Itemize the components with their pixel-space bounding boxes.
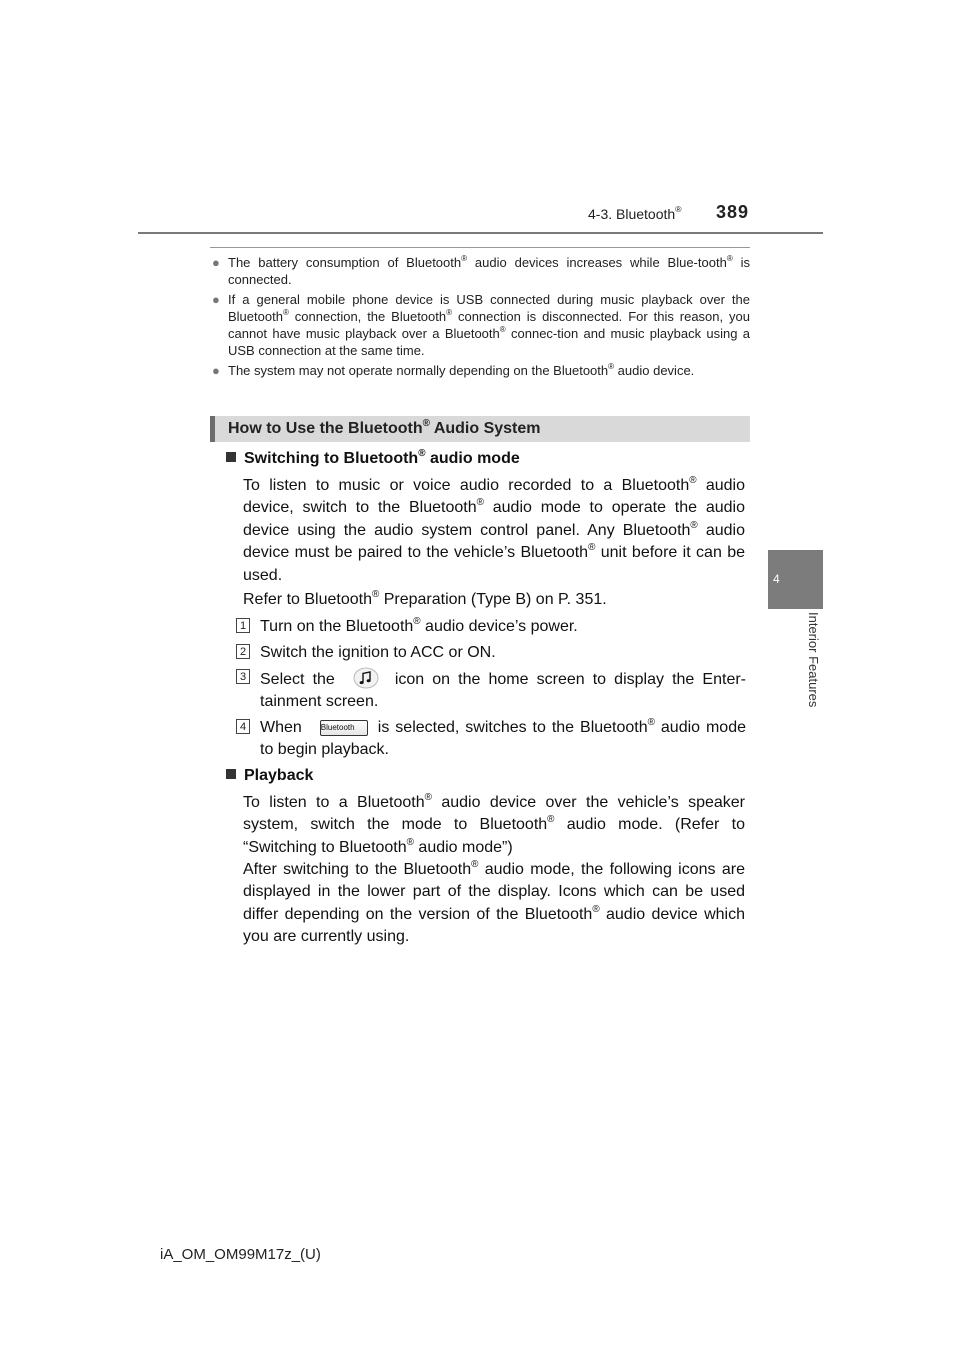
paragraph-text: To listen to a Bluetooth (243, 794, 425, 811)
registered-mark: ® (476, 497, 484, 509)
registered-mark: ® (592, 903, 600, 915)
note-text: audio devices increases while Blue-tooth (467, 255, 727, 270)
note-item (210, 254, 750, 288)
header-rule (138, 232, 823, 234)
registered-mark: ® (647, 716, 655, 728)
note-text: connection, the Bluetooth (288, 309, 447, 324)
registered-mark: ® (461, 253, 468, 263)
step-text-part: audio mode to begin playback. (260, 719, 747, 759)
step-text-part: When (260, 719, 302, 736)
step-item (236, 616, 746, 638)
registered-mark: ® (446, 307, 453, 317)
registered-mark: ® (424, 791, 432, 803)
paragraph-switching-intro (243, 475, 745, 587)
subheading-text: Switching to Bluetooth (244, 450, 419, 467)
paragraph-text: audio device, switch to the Bluetooth (243, 477, 746, 517)
running-header-section (588, 206, 682, 222)
registered-mark: ® (413, 615, 421, 627)
step-item (236, 642, 746, 664)
note-text: is connected. (228, 255, 751, 287)
paragraph-text: audio mode, the following icons are displayed in the lower part of the display. Icons which can be used differ depending on the version of the Bluetooth (243, 861, 745, 923)
paragraph-text: unit before it can be used. (243, 544, 746, 584)
paragraph-text: After switching to the Bluetooth (243, 861, 472, 878)
registered-mark: ® (690, 519, 698, 531)
step-text-part: Select the (260, 671, 335, 688)
note-text: connection is disconnected. For this reason, you cannot have music playback over a Bluetooth (228, 309, 750, 341)
registered-mark: ® (422, 417, 430, 429)
step-number: 4 (236, 719, 250, 734)
registered-mark: ® (282, 307, 289, 317)
paragraph-text: audio mode”) (413, 838, 513, 856)
square-bullet-icon (226, 769, 236, 779)
paragraph-refer (243, 589, 745, 611)
registered-mark: ® (726, 253, 733, 263)
square-bullet-icon (226, 452, 236, 462)
bullet-icon: ● (212, 292, 220, 307)
note-text: The system may not operate normally depending on the Bluetooth (228, 363, 609, 378)
step-text (260, 667, 746, 714)
note-item (210, 291, 750, 359)
step-text (260, 616, 746, 638)
subheading-text: Playback (244, 767, 314, 784)
section-heading (228, 417, 541, 438)
subheading-playback (226, 767, 313, 785)
subheading-switching (226, 447, 520, 468)
page-number: 389 (716, 202, 750, 222)
note-text: If a general mobile phone device is USB connected during music playback over the Bluetooth (228, 292, 750, 324)
section-title-text: 4-3. Bluetooth (588, 206, 676, 222)
step-number: 1 (236, 618, 250, 633)
subheading-text: audio mode (425, 450, 520, 467)
step-text (260, 717, 746, 762)
step-number: 3 (236, 669, 250, 684)
chapter-number: 4 (773, 572, 780, 586)
note-text: audio device. (614, 363, 695, 378)
bluetooth-button-graphic: Bluetooth (320, 720, 368, 736)
registered-mark: ® (406, 836, 414, 848)
paragraph-text: audio device over the vehicle’s speaker system, switch the mode to Bluetooth (243, 794, 745, 834)
paragraph-icons (243, 859, 745, 949)
paragraph-text: audio mode. (Refer to “Switching to Bluetooth (243, 816, 745, 856)
note-item (210, 362, 750, 379)
step-text-part: Switch the ignition to ACC or ON. (260, 644, 496, 661)
step-text-part: Turn on the Bluetooth (260, 618, 414, 635)
step-number: 2 (236, 644, 250, 659)
music-note-icon (353, 667, 379, 689)
section-heading-text: Audio System (429, 420, 541, 437)
paragraph-text: Refer to Bluetooth (243, 591, 372, 608)
step-text-part: icon on the home screen to display the Enter-tainment screen. (260, 671, 746, 711)
step-text-part: audio device’s power. (420, 618, 578, 635)
registered-mark: ® (689, 474, 697, 486)
registered-mark: ® (371, 588, 380, 600)
notes-list (210, 247, 750, 382)
bullet-icon: ● (212, 255, 220, 270)
paragraph-text: audio device which you are currently using. (243, 905, 746, 946)
registered-mark: ® (499, 324, 506, 334)
paragraph-text: To listen to music or voice audio recorded to a Bluetooth (243, 477, 690, 494)
step-text (260, 642, 746, 664)
registered-mark: ® (608, 361, 615, 371)
bullet-icon: ● (212, 363, 220, 378)
document-code: iA_OM_OM99M17z_(U) (160, 1246, 321, 1263)
chapter-label: Interior Features (806, 612, 821, 708)
section-heading-text: How to Use the Bluetooth (228, 420, 423, 437)
registered-mark: ® (675, 204, 682, 215)
paragraph-text: audio device must be paired to the vehicle’s Bluetooth (243, 521, 745, 562)
registered-mark: ® (418, 447, 426, 459)
step-item (236, 667, 746, 714)
paragraph-text: audio mode to operate the audio device using the audio system control panel. Any Bluetooth (243, 499, 746, 539)
registered-mark: ® (547, 814, 555, 826)
step-text-part: is selected, switches to the Bluetooth (377, 719, 648, 736)
paragraph-text: Preparation (Type B) on P. 351. (379, 591, 607, 608)
paragraph-playback (243, 792, 745, 859)
note-text: connec-tion and music playback using a USB connection at the same time. (228, 326, 750, 358)
section-heading-bar (210, 416, 750, 442)
step-item (236, 717, 746, 762)
registered-mark: ® (588, 541, 596, 553)
note-text: The battery consumption of Bluetooth (228, 255, 462, 270)
registered-mark: ® (471, 858, 479, 870)
